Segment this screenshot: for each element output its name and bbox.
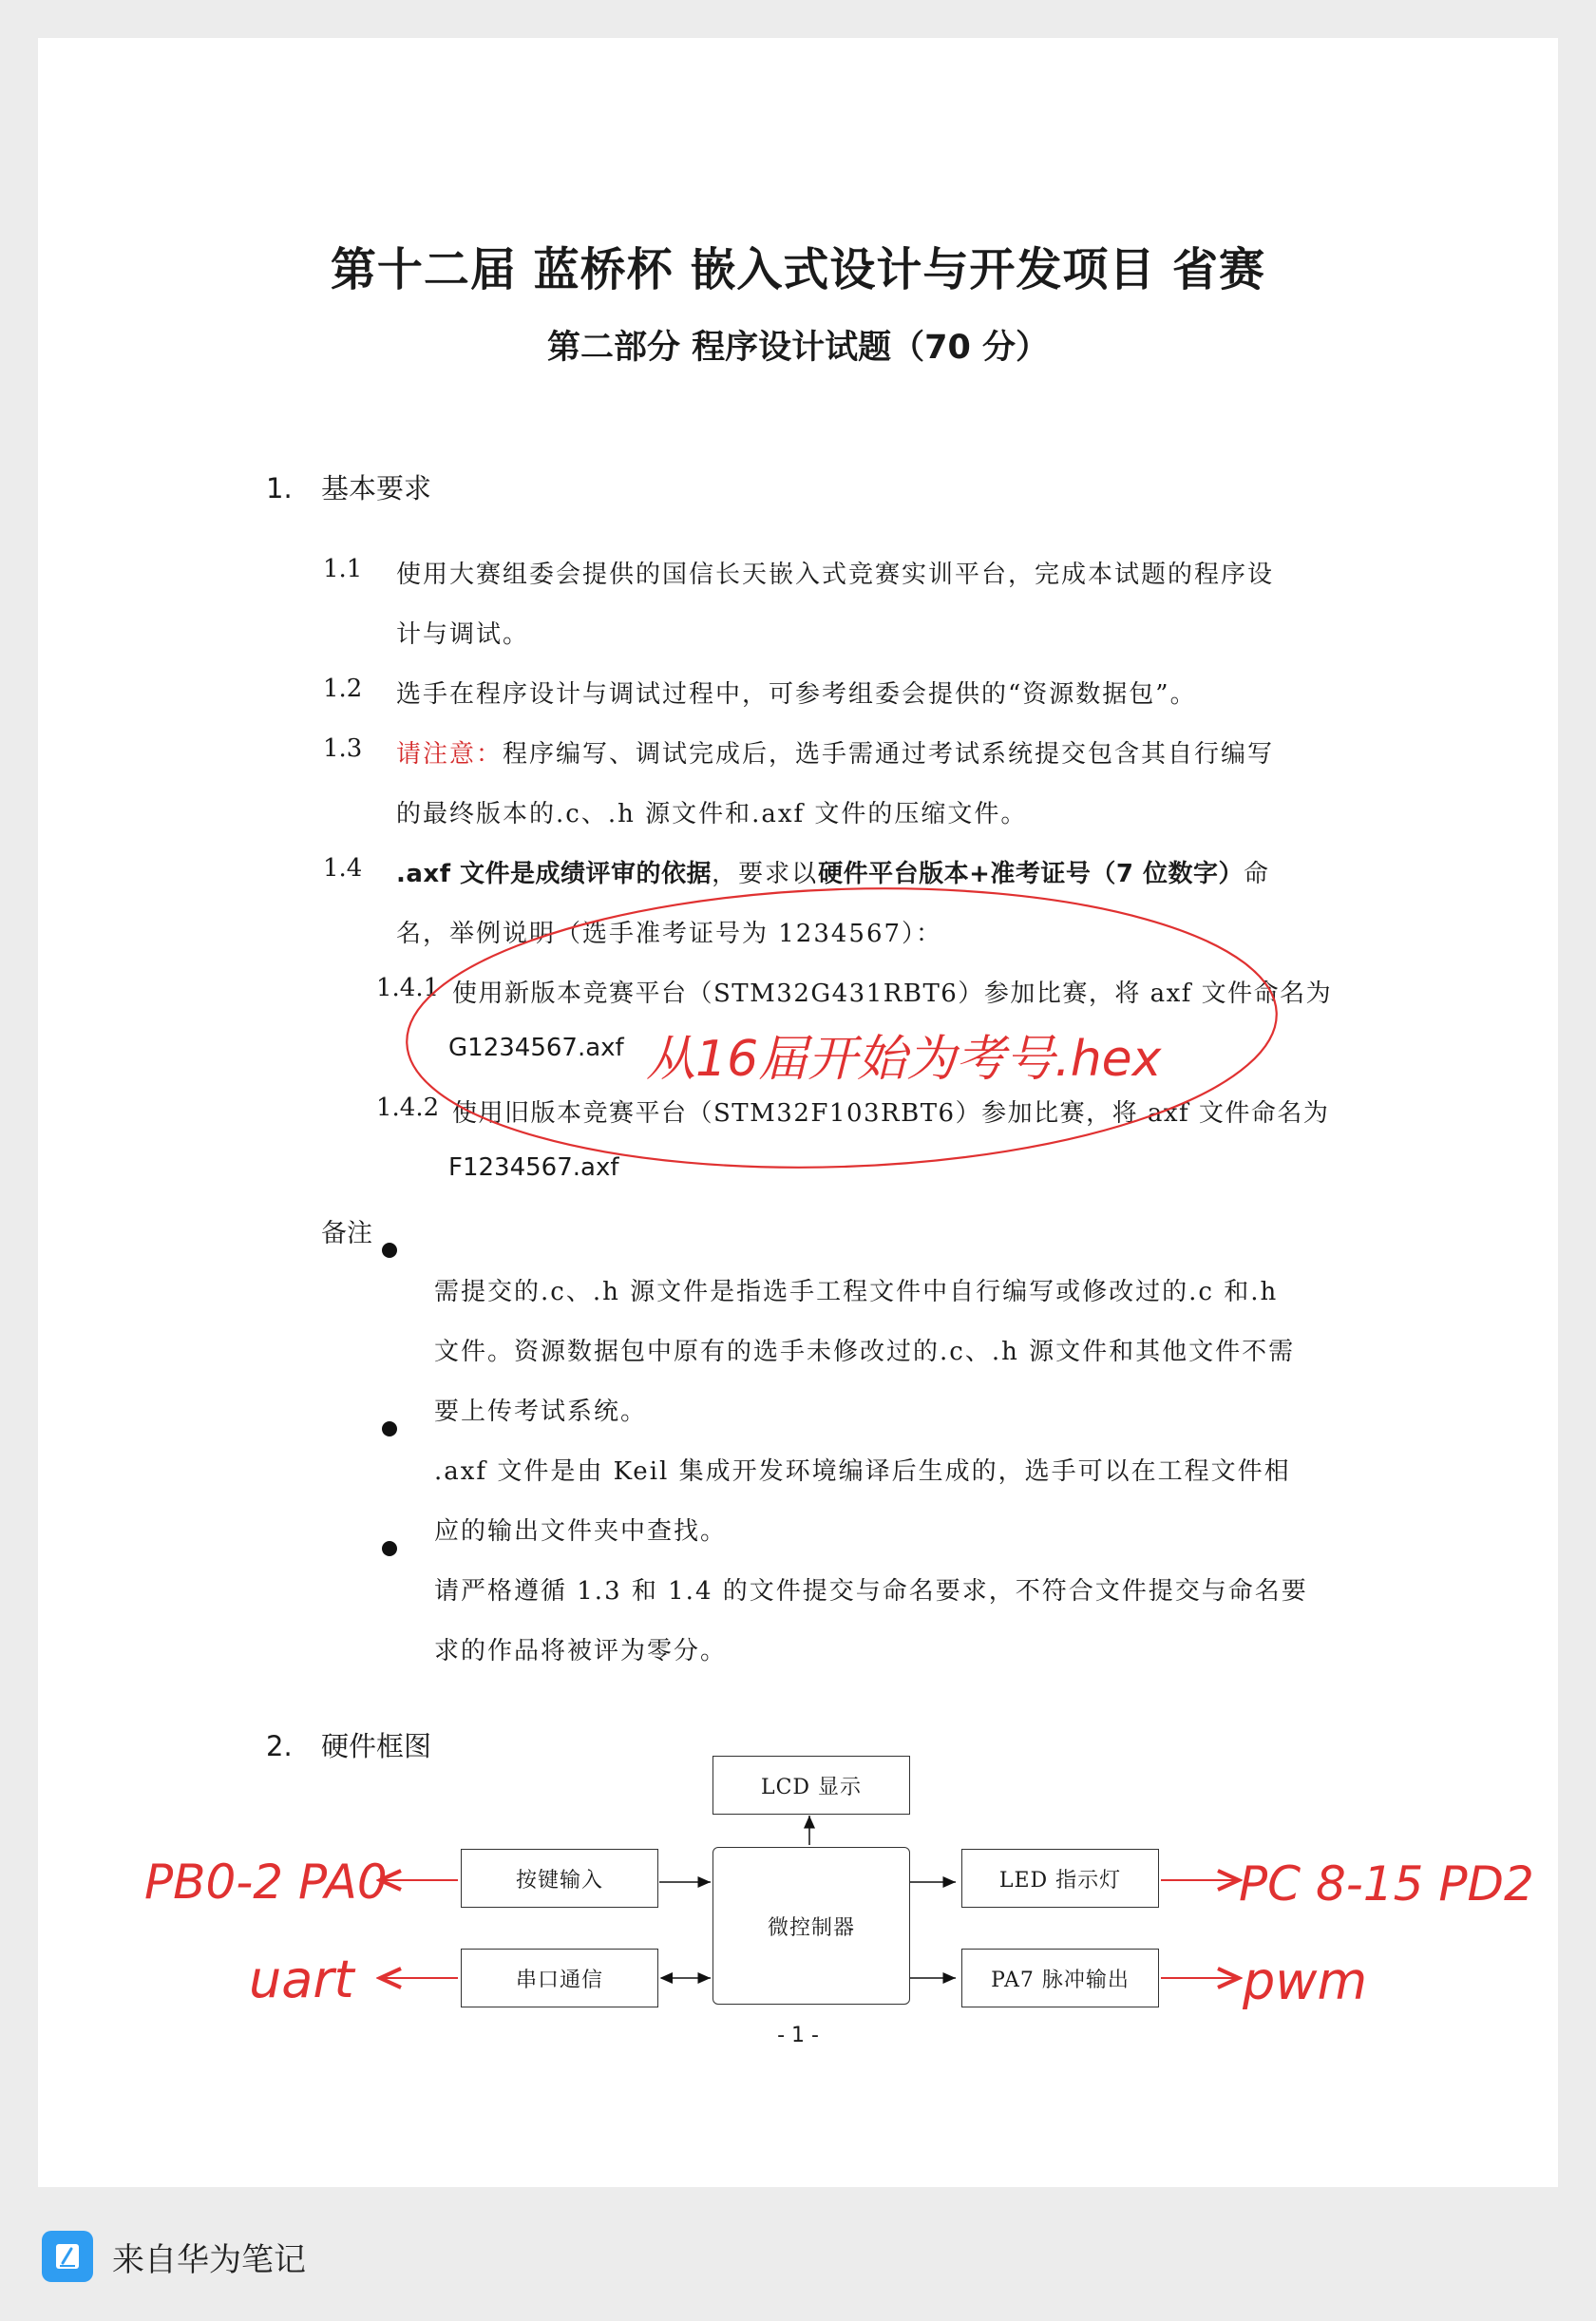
- item-number: 1.1: [323, 555, 363, 583]
- note-text: 请严格遵循 1.3 和 1.4 的文件提交与命名要求，不符合文件提交与命名要: [434, 1577, 1308, 1606]
- handwritten-right-bottom: pwm: [1243, 1951, 1368, 2011]
- item-text: 使用大赛组委会提供的国信长天嵌入式竞赛实训平台，完成本试题的程序设: [396, 561, 1275, 589]
- note-text: 需提交的.c、.h 源文件是指选手工程文件中自行编写或修改过的.c 和.h: [434, 1278, 1279, 1306]
- item-number: 1.3: [323, 734, 363, 763]
- page-number: - 1 -: [777, 2024, 819, 2047]
- section-title: 硬件框图: [321, 1730, 432, 1762]
- document-page: [38, 38, 1558, 2187]
- app-source-label: 来自华为笔记: [112, 2240, 306, 2279]
- note-text: 要上传考试系统。: [434, 1398, 648, 1426]
- filename: F1234567.axf: [448, 1153, 619, 1182]
- notes-heading: 备注: [321, 1219, 372, 1248]
- page-subtitle: 第二部分 程序设计试题（70 分）: [546, 329, 1050, 367]
- subitem-number: 1.4.2: [376, 1094, 440, 1122]
- emphasis-text: .axf 文件是成绩评审的依据: [396, 860, 712, 888]
- handwritten-left-top: PB0-2 PA0: [144, 1855, 388, 1910]
- subitem-number: 1.4.1: [376, 974, 440, 1002]
- item-text: 的最终版本的.c、.h 源文件和.axf 文件的压缩文件。: [396, 800, 1028, 828]
- item-number: 1.4: [323, 854, 363, 883]
- pwm-block: PA7 脉冲输出: [961, 1949, 1159, 2007]
- subitem-text: 使用新版本竞赛平台（STM32G431RBT6）参加比赛，将 axf 文件命名为: [452, 980, 1333, 1008]
- uart-block: 串口通信: [461, 1949, 658, 2007]
- notes-app-icon[interactable]: [42, 2231, 93, 2282]
- emphasis-text: 硬件平台版本+准考证号（7 位数字）: [818, 860, 1244, 888]
- item-text: 请注意：程序编写、调试完成后，选手需通过考试系统提交包含其自行编写: [396, 740, 1275, 769]
- note-text: 应的输出文件夹中查找。: [434, 1517, 728, 1546]
- item-text: 名，举例说明（选手准考证号为 1234567）：: [396, 920, 943, 948]
- filename: G1234567.axf: [448, 1034, 624, 1062]
- handwritten-note: 从16届开始为考号.hex: [646, 1031, 1162, 1088]
- page-title: 第十二届 蓝桥杯 嵌入式设计与开发项目 省赛: [330, 243, 1266, 296]
- note-text: 文件。资源数据包中原有的选手未修改过的.c、.h 源文件和其他文件不需: [434, 1338, 1296, 1366]
- note-text: .axf 文件是由 Keil 集成开发环境编译后生成的，选手可以在工程文件相: [434, 1457, 1291, 1486]
- subitem-text: 使用旧版本竞赛平台（STM32F103RBT6）参加比赛，将 axf 文件命名为: [452, 1099, 1330, 1128]
- app-footer: [42, 2230, 306, 2283]
- item-text: 计与调试。: [396, 620, 530, 649]
- handwritten-right-top: PC 8-15 PD2: [1239, 1856, 1534, 1912]
- section-number: 1.: [266, 472, 293, 504]
- note-text: 求的作品将被评为零分。: [434, 1637, 728, 1665]
- item-number: 1.2: [323, 675, 363, 703]
- handwritten-left-bottom: uart: [249, 1950, 354, 2009]
- item-text: 选手在程序设计与调试过程中，可参考组委会提供的“资源数据包”。: [396, 680, 1197, 709]
- notice-label: 请注意：: [396, 740, 504, 769]
- keys-block: 按键输入: [461, 1849, 658, 1908]
- section-title: 基本要求: [321, 472, 432, 504]
- led-block: LED 指示灯: [961, 1849, 1159, 1908]
- mcu-block: 微控制器: [712, 1847, 910, 2005]
- lcd-block: LCD 显示: [712, 1756, 910, 1815]
- item-text: .axf 文件是成绩评审的依据，要求以硬件平台版本+准考证号（7 位数字）命: [396, 860, 1271, 888]
- section-number: 2.: [266, 1730, 293, 1762]
